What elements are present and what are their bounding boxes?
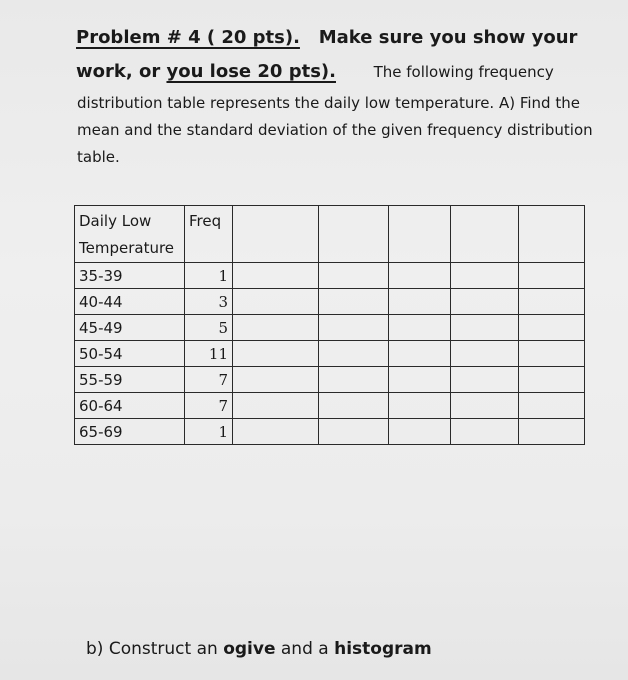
warning-text: you lose 20 pts).	[166, 61, 336, 82]
table-row	[75, 315, 585, 341]
blank-cell	[319, 206, 389, 263]
table-row	[75, 367, 585, 393]
part-b-connector: and a	[280, 639, 329, 659]
header-line-1: Daily Low	[79, 212, 152, 230]
table-header-row	[75, 206, 585, 263]
blank-cell	[319, 367, 389, 393]
part-b-ogive: ogive	[223, 639, 276, 659]
range-cell: 55-59	[75, 367, 185, 393]
header-freq-label: Freq	[189, 212, 222, 230]
part-b-question	[86, 639, 432, 659]
blank-cell	[389, 315, 451, 341]
header-temperature	[75, 206, 185, 263]
table-row	[75, 289, 585, 315]
blank-cell	[451, 393, 519, 419]
range-cell: 60-64	[75, 393, 185, 419]
frequency-table	[74, 205, 585, 445]
blank-cell	[389, 263, 451, 289]
blank-cell	[451, 341, 519, 367]
blank-cell	[319, 263, 389, 289]
blank-cell	[519, 393, 585, 419]
blank-cell	[389, 367, 451, 393]
blank-cell	[451, 315, 519, 341]
freq-cell: 1	[185, 419, 233, 445]
part-b-histogram: histogram	[334, 639, 432, 659]
freq-cell: 5	[185, 315, 233, 341]
blank-cell	[451, 206, 519, 263]
blank-cell	[233, 206, 319, 263]
blank-cell	[319, 315, 389, 341]
problem-heading	[76, 27, 577, 48]
problem-line-2	[76, 61, 554, 82]
blank-cell	[233, 289, 319, 315]
blank-cell	[389, 341, 451, 367]
blank-cell	[233, 419, 319, 445]
blank-cell	[319, 393, 389, 419]
range-cell: 35-39	[75, 263, 185, 289]
intro-text: The following frequency	[373, 63, 554, 81]
blank-cell	[519, 419, 585, 445]
blank-cell	[233, 263, 319, 289]
range-cell: 45-49	[75, 315, 185, 341]
header-line-2: Temperature	[79, 239, 175, 257]
blank-cell	[233, 393, 319, 419]
blank-cell	[319, 341, 389, 367]
table-row	[75, 263, 585, 289]
table-row	[75, 341, 585, 367]
blank-cell	[319, 419, 389, 445]
range-cell: 65-69	[75, 419, 185, 445]
problem-line-5: table.	[77, 148, 120, 166]
problem-line-3: distribution table represents the daily low temperature. A) Find the	[77, 94, 580, 112]
freq-cell: 1	[185, 263, 233, 289]
table-row	[75, 419, 585, 445]
blank-cell	[233, 341, 319, 367]
blank-cell	[451, 367, 519, 393]
problem-instruction: Make sure you show your	[318, 27, 578, 48]
table-row	[75, 393, 585, 419]
blank-cell	[451, 263, 519, 289]
freq-cell: 7	[185, 367, 233, 393]
blank-cell	[389, 206, 451, 263]
blank-cell	[519, 263, 585, 289]
freq-cell: 11	[185, 341, 233, 367]
part-b-lead: b) Construct an	[86, 639, 218, 659]
blank-cell	[319, 289, 389, 315]
problem-line-4: mean and the standard deviation of the given frequency distribution	[77, 121, 593, 139]
blank-cell	[519, 315, 585, 341]
blank-cell	[519, 367, 585, 393]
warning-lead: work, or	[76, 61, 161, 82]
freq-cell: 7	[185, 393, 233, 419]
blank-cell	[389, 419, 451, 445]
blank-cell	[389, 393, 451, 419]
blank-cell	[519, 206, 585, 263]
problem-title: Problem # 4 ( 20 pts).	[76, 27, 300, 48]
range-cell: 40-44	[75, 289, 185, 315]
blank-cell	[451, 419, 519, 445]
header-freq	[185, 206, 233, 263]
blank-cell	[519, 341, 585, 367]
range-cell: 50-54	[75, 341, 185, 367]
blank-cell	[519, 289, 585, 315]
blank-cell	[451, 289, 519, 315]
blank-cell	[389, 289, 451, 315]
freq-cell: 3	[185, 289, 233, 315]
blank-cell	[233, 367, 319, 393]
blank-cell	[233, 315, 319, 341]
